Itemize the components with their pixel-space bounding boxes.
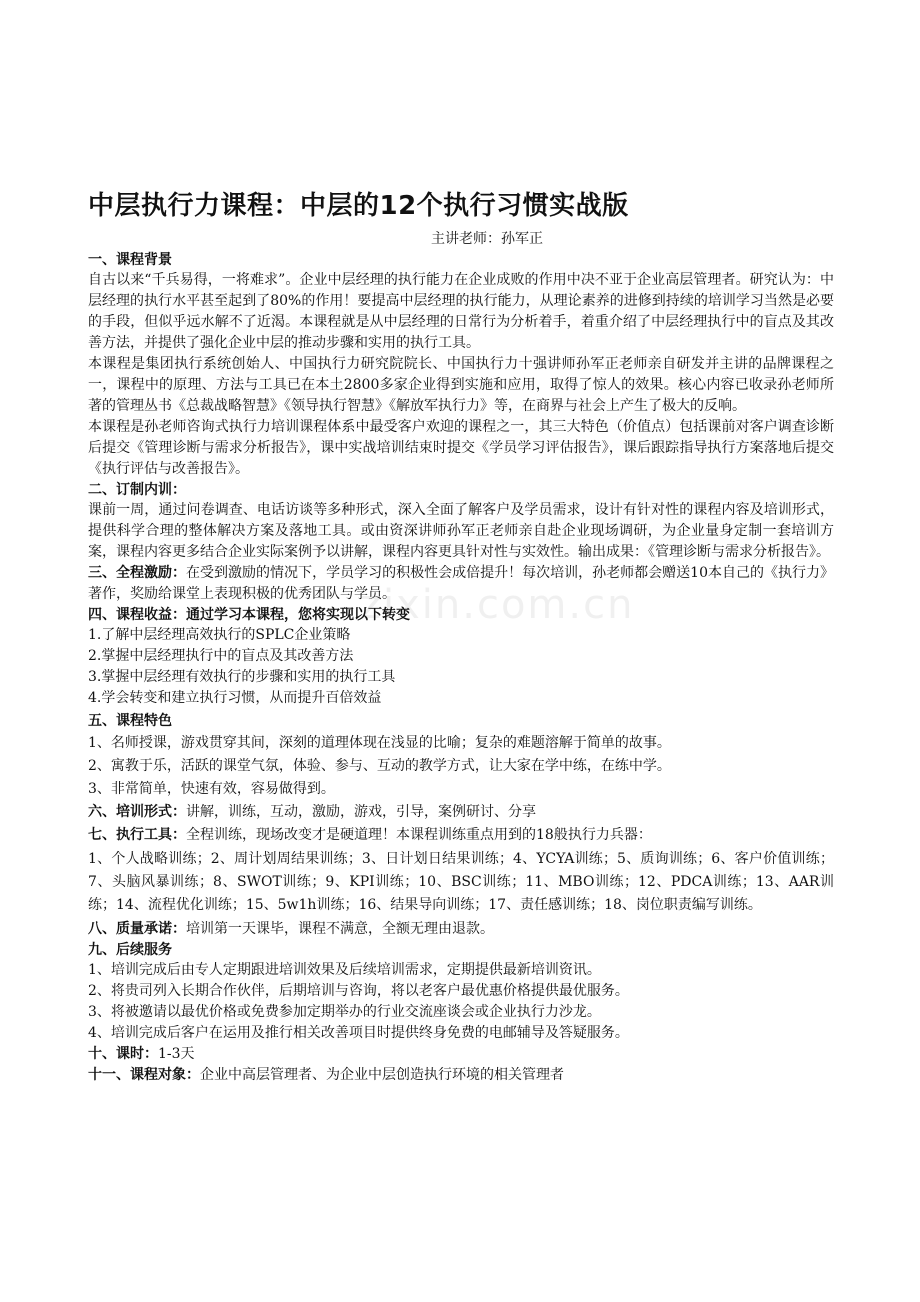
section-background-heading: 一、课程背景 <box>88 252 172 268</box>
list-item: 3、将被邀请以最优价格或免费参加定期举办的行业交流座谈会或企业执行力沙龙。 <box>88 1004 601 1020</box>
list-item: 4、培训完成后客户在运用及推行相关改善项目时提供终身免费的电邮辅导及答疑服务。 <box>88 1025 629 1041</box>
document-page <box>88 186 834 1086</box>
list-item: 3.掌握中层经理有效执行的步骤和实用的执行工具 <box>88 669 396 685</box>
section-duration-heading: 十、课时： <box>88 1046 158 1062</box>
duration-text: 1-3天 <box>158 1046 195 1062</box>
list-item: 2、将贵司列入长期合作伙伴，后期培训与咨询，将以老客户最优惠价格提供最优服务。 <box>88 983 629 999</box>
section-format-heading: 六、培训形式： <box>88 804 186 820</box>
section-audience-heading: 十一、课程对象： <box>88 1067 200 1083</box>
lecturer-line: 主讲老师：孙军正 <box>431 231 543 247</box>
section-benefits-heading: 四、课程收益：通过学习本课程，您将实现以下转变 <box>88 607 410 623</box>
list-item: 2、寓教于乐，活跃的课堂气氛，体验、参与、互动的教学方式，让大家在学中练，在练中学。 <box>88 758 671 774</box>
section-followup-heading: 九、后续服务 <box>88 942 172 958</box>
list-item: 1.了解中层经理高效执行的SPLC企业策略 <box>88 627 351 643</box>
background-paragraph-3: 本课程是孙老师咨询式执行力培训课程体系中最受客户欢迎的课程之一，其三大特色（价值点）包括课前对客户调查诊断后提交《管理诊断与需求分析报告》，课中实战培训结束时提交《学员学习评估报告》，课后跟踪指导执行方案落地后提交《执行评估与改善报告》。 <box>88 419 834 477</box>
section-tools <box>88 825 834 846</box>
custom-training-paragraph: 课前一周，通过问卷调查、电话访谈等多种形式，深入全面了解客户及学员需求，设计有针对性的课程内容及培训形式，提供科学合理的整体解决方案及落地工具。或由资深讲师孙军正老师亲自赴企业现场调研，为企业量身定制一套培训方案，课程内容更多结合企业实际案例予以讲解，课程内容更具针对性与实效性。输出成果：《管理诊断与需求分析报告》。 <box>88 502 834 560</box>
list-item: 4.学会转变和建立执行习惯，从而提升百倍效益 <box>88 690 382 706</box>
section-quality <box>88 919 834 940</box>
list-item: 1、名师授课，游戏贯穿其间，深刻的道理体现在浅显的比喻；复杂的难题溶解于简单的故事。 <box>88 735 671 751</box>
watermark: zixin.com.cn <box>360 582 635 628</box>
format-text: 讲解，训练，互动，激励，游戏，引导，案例研讨、分享 <box>186 804 536 820</box>
section-tools-heading: 七、执行工具： <box>88 827 186 843</box>
tools-text: 全程训练，现场改变才是硬道理！本课程训练重点用到的18般执行力兵器： <box>186 827 652 843</box>
tools-list-paragraph: 1、个人战略训练；2、周计划周结果训练；3、日计划日结果训练；4、YCYA训练；5、质询训练；6、客户价值训练；7、头脑风暴训练；8、SWOT训练；9、KPI训练；10、BSC训练；11、MBO训练；12、PDCA训练；13、AAR训练；14、流程优化训练；15、5w1h训练；16、结果导向训练；17、责任感训练；18、岗位职责编写训练。 <box>88 851 834 913</box>
list-item: 1、培训完成后由专人定期跟进培训效果及后续培训需求，定期提供最新培训资讯。 <box>88 962 601 978</box>
section-duration <box>88 1044 834 1065</box>
audience-text: 企业中高层管理者、为企业中层创造执行环境的相关管理者 <box>200 1067 564 1083</box>
incentive-text: 在受到激励的情况下，学员学习的积极性会成倍提升！每次培训，孙老师都会赠送10本自己的《执行力》著作，奖励给课堂上表现积极的优秀团队与学员。 <box>88 565 835 602</box>
section-features-heading: 五、课程特色 <box>88 713 172 729</box>
section-incentive-heading: 三、全程激励： <box>88 565 187 581</box>
section-custom-training-heading: 二、订制内训： <box>88 482 186 498</box>
list-item: 2.掌握中层经理执行中的盲点及其改善方法 <box>88 648 354 664</box>
section-quality-heading: 八、质量承诺： <box>88 921 186 937</box>
section-audience <box>88 1065 834 1086</box>
background-paragraph-2: 本课程是集团执行系统创始人、中国执行力研究院院长、中国执行力十强讲师孙军正老师亲自研发并主讲的品牌课程之一，课程中的原理、方法与工具已在本土2800多家企业得到实施和应用，取得了惊人的效果。核心内容已收录孙老师所著的管理丛书《总裁战略智慧》《领导执行智慧》《解放军执行力》等，在商界与社会上产生了极大的反响。 <box>88 356 834 414</box>
section-incentive <box>88 563 834 605</box>
background-paragraph-1: 自古以来“千兵易得，一将难求”。企业中层经理的执行能力在企业成败的作用中决不亚于企业高层管理者。研究认为：中层经理的执行水平甚至起到了80%的作用！要提高中层经理的执行能力，从理论素养的进修到持续的培训学习当然是必要的手段，但似乎远水解不了近渴。本课程就是从中层经理的日常行为分析着手，着重介绍了中层经理执行中的盲点及其改善方法，并提供了强化企业中层的推动步骤和实用的执行工具。 <box>88 272 834 351</box>
quality-text: 培训第一天课毕，课程不满意，全额无理由退款。 <box>186 921 494 937</box>
section-format <box>88 802 834 823</box>
document-title: 中层执行力课程：中层的12个执行习惯实战版 <box>88 191 629 221</box>
list-item: 3、非常简单，快速有效，容易做得到。 <box>88 781 335 797</box>
